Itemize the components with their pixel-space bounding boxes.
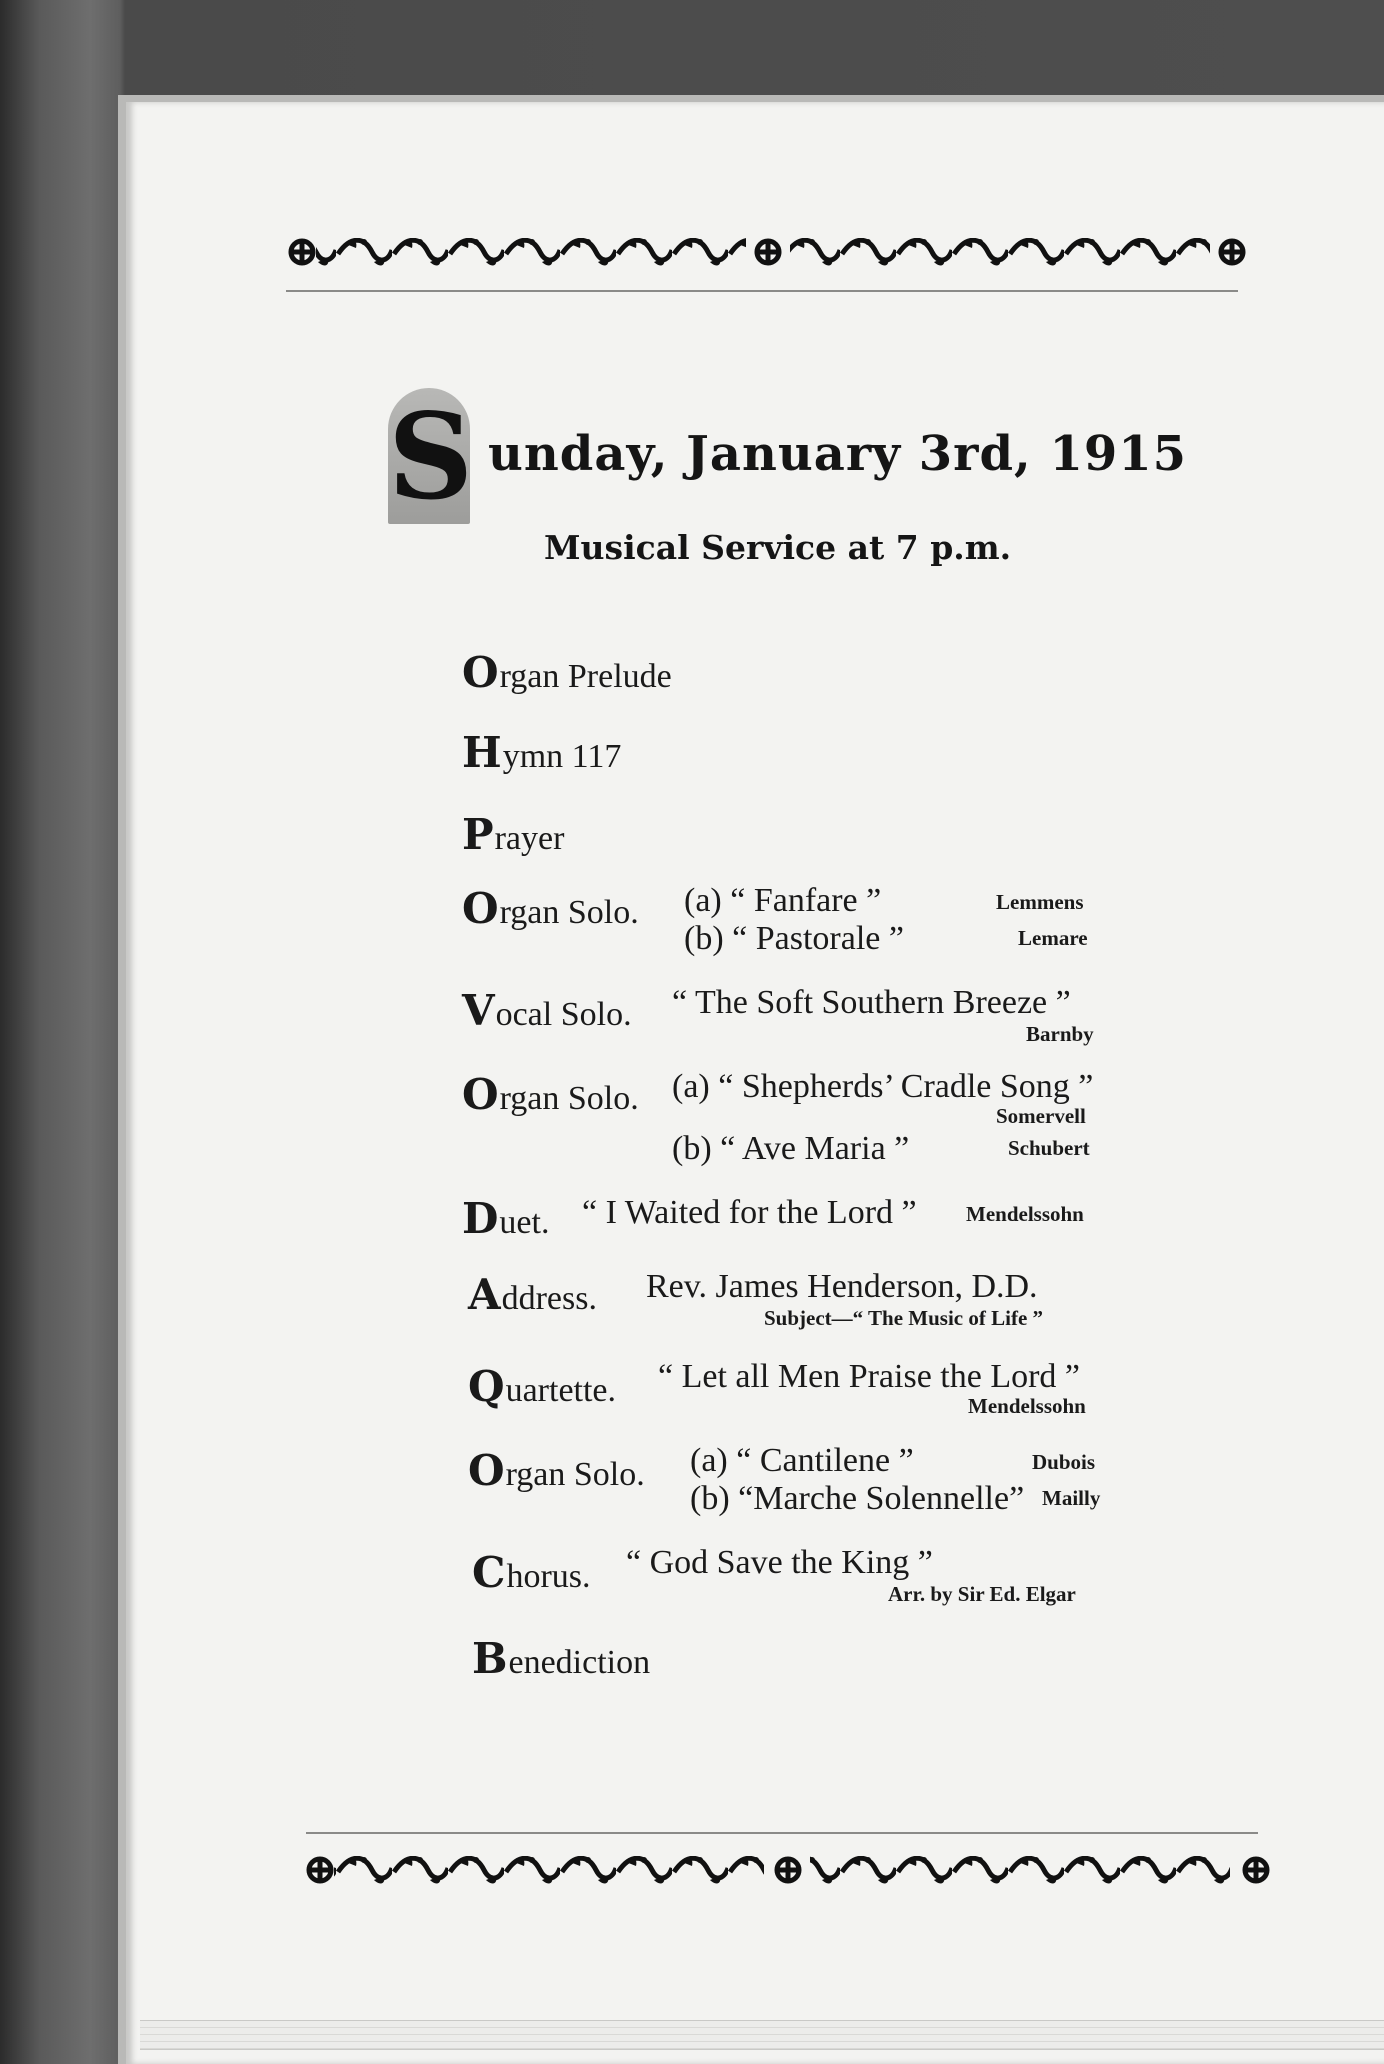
bottom-rule xyxy=(306,1832,1258,1834)
item-label: rayer xyxy=(494,820,565,857)
page-title xyxy=(388,387,1188,538)
item-initial: O xyxy=(468,1446,505,1495)
item-label: rgan Prelude xyxy=(499,658,672,695)
bottom-ornament-border xyxy=(0,1850,1384,1890)
organ-solo-2-composer-a: Somervell xyxy=(996,1104,1086,1128)
item-label: uartette. xyxy=(505,1372,617,1409)
program-chorus xyxy=(472,1548,591,1597)
organ-solo-1-piece-b: (b) “ Pastorale ” xyxy=(684,920,904,957)
title-initial: S xyxy=(388,387,474,526)
item-label: enediction xyxy=(508,1644,651,1681)
program-vocal-solo xyxy=(462,986,632,1035)
title-text: unday, January 3rd, 1915 xyxy=(488,426,1188,482)
duet-piece: “ I Waited for the Lord ” xyxy=(582,1194,917,1231)
organ-solo-1-piece-a: (a) “ Fanfare ” xyxy=(684,882,882,919)
chorus-arranger: Arr. by Sir Ed. Elgar xyxy=(888,1582,1076,1606)
item-initial: O xyxy=(462,1070,499,1119)
item-initial: D xyxy=(462,1194,499,1243)
floral-border-icon xyxy=(0,1850,1384,1890)
item-initial: O xyxy=(462,884,499,933)
organ-solo-3-composer-b: Mailly xyxy=(1042,1486,1101,1510)
quartette-composer: Mendelssohn xyxy=(968,1394,1086,1418)
organ-solo-3-piece-a: (a) “ Cantilene ” xyxy=(690,1442,914,1479)
item-label: ddress. xyxy=(501,1280,597,1317)
program-organ-solo-3 xyxy=(468,1446,645,1495)
organ-solo-3-composer-a: Dubois xyxy=(1032,1450,1096,1474)
address-speaker: Rev. James Henderson, D.D. xyxy=(646,1268,1038,1305)
floral-border-icon xyxy=(0,232,1384,272)
item-initial: V xyxy=(462,986,495,1035)
program-organ-solo-2 xyxy=(462,1070,639,1119)
quartette-piece: “ Let all Men Praise the Lord ” xyxy=(658,1358,1081,1395)
organ-solo-1-composer-b: Lemare xyxy=(1018,926,1088,950)
organ-solo-2-composer-b: Schubert xyxy=(1008,1136,1090,1160)
item-initial: B xyxy=(472,1634,508,1683)
item-initial: O xyxy=(462,648,499,697)
item-label: ocal Solo. xyxy=(495,996,632,1033)
item-label: rgan Solo. xyxy=(499,1080,639,1117)
item-label: ymn 117 xyxy=(502,738,622,775)
program-prayer xyxy=(462,810,564,859)
service-subtitle: Musical Service at 7 p.m. xyxy=(544,528,1012,567)
address-subject: Subject—“ The Music of Life ” xyxy=(764,1306,1044,1330)
program-organ-prelude xyxy=(462,648,672,697)
top-ornament-border xyxy=(0,232,1384,272)
item-label: horus. xyxy=(506,1558,591,1595)
organ-solo-1-composer-a: Lemmens xyxy=(996,890,1084,914)
program-quartette xyxy=(468,1362,616,1411)
program-organ-solo-1 xyxy=(462,884,639,933)
program-address xyxy=(468,1270,597,1319)
item-label: uet. xyxy=(499,1204,550,1241)
item-initial: H xyxy=(462,728,502,777)
duet-composer: Mendelssohn xyxy=(966,1202,1084,1226)
item-initial: C xyxy=(472,1548,506,1597)
program-benediction xyxy=(472,1634,650,1683)
organ-solo-2-piece-b: (b) “ Ave Maria ” xyxy=(672,1130,910,1167)
illuminated-initial xyxy=(388,387,474,526)
item-initial: P xyxy=(462,810,494,859)
chorus-piece: “ God Save the King ” xyxy=(626,1544,933,1581)
vocal-solo-composer: Barnby xyxy=(1026,1022,1094,1046)
top-rule xyxy=(286,290,1238,292)
item-initial: Q xyxy=(468,1362,505,1411)
vocal-solo-piece: “ The Soft Southern Breeze ” xyxy=(672,984,1071,1021)
organ-solo-2-piece-a: (a) “ Shepherds’ Cradle Song ” xyxy=(672,1068,1094,1105)
item-label: rgan Solo. xyxy=(499,894,639,931)
item-label: rgan Solo. xyxy=(505,1456,645,1493)
program-hymn xyxy=(462,728,621,777)
item-initial: A xyxy=(468,1270,501,1319)
page-stack-edges xyxy=(140,2020,1384,2050)
program-duet xyxy=(462,1194,549,1243)
organ-solo-3-piece-b: (b) “Marche Solennelle” xyxy=(690,1480,1025,1517)
